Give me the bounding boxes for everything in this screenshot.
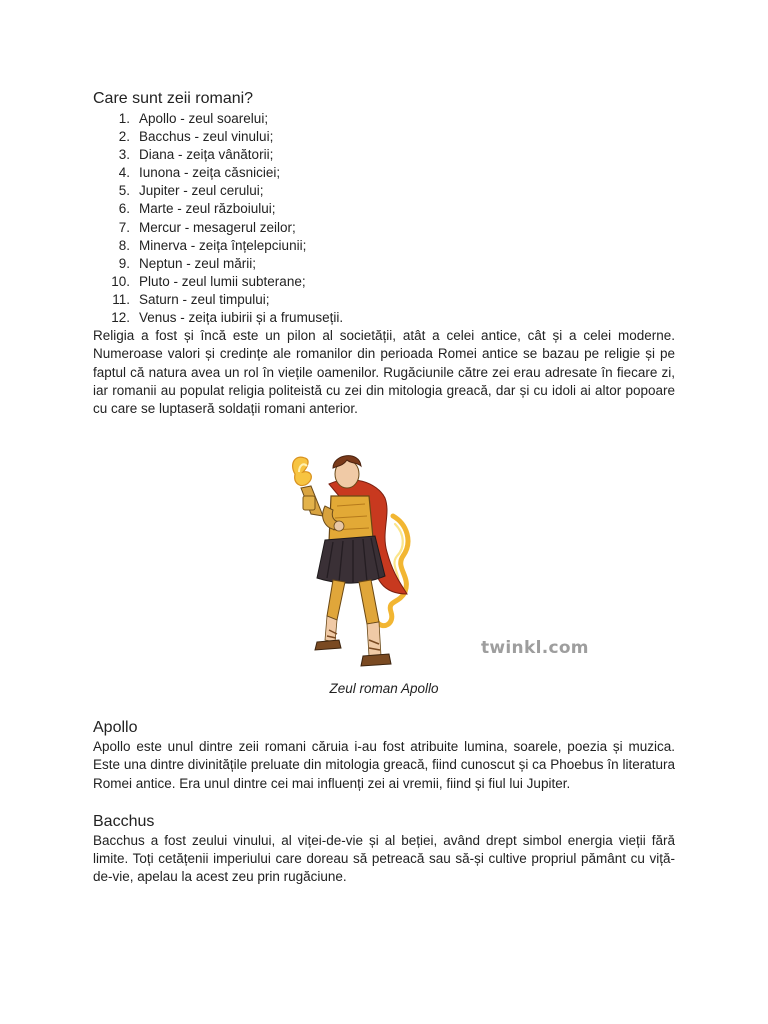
page-title: Care sunt zeii romani? (93, 90, 254, 107)
list-item-text: Marte - zeul războiului; (139, 201, 276, 217)
list-item (93, 182, 675, 200)
list-item-number: 3. (118, 147, 130, 163)
list-item (93, 219, 675, 237)
intro-paragraph: Religia a fost și încă este un pilon al societății, atât a celei antice, cât și a celei moderne. Numeroase valori și credințe ale romanilor din perioada Romei antice se bazau pe religie și pe faptul că natura avea un rol în viețile oamenilor. Rugăciunile către zei erau adresate în fiecare zi, iar romanii au populat religia politeistă cu zei din mitologia greacă, dar și cu idoli ai altor popoare cu care se luptaseră soldații romani anterior. (93, 328, 675, 416)
list-item-text: Minerva - zeița înțelepciunii; (139, 237, 307, 253)
list-item-number: 2. (118, 129, 130, 145)
list-item (93, 291, 675, 309)
list-item-text: Mercur - mesagerul zeilor; (139, 219, 296, 235)
list-item-number: 6. (118, 201, 130, 217)
list-item-number: 7. (118, 219, 130, 235)
list-item-text: Apollo - zeul soarelui; (139, 111, 269, 126)
list-item-text: Neptun - zeul mării; (139, 255, 257, 271)
list-item-text: Iunona - zeița căsniciei; (139, 165, 281, 181)
list-item-number: 10. (111, 273, 130, 289)
list-item (93, 200, 675, 218)
list-item-number: 12. (111, 310, 130, 326)
section-text-apollo: Apollo este unul dintre zeii romani căruia i-au fost atribuite lumina, soarele, poezia și muzica. Este una dintre divinitățile preluate din mitologia greacă, fiind cunoscut și ca Phoebus în literatura Romei antice. Era unul dintre cei mai influenți zei ai vremii, fiind și fiul lui Jupiter. (93, 739, 675, 791)
list-item-number: 4. (118, 165, 130, 181)
list-item-text: Pluto - zeul lumii subterane; (139, 273, 306, 289)
list-item-text: Diana - zeița vânătorii; (139, 147, 274, 163)
list-item-text: Venus - zeița iubirii și a frumuseții. (139, 310, 344, 326)
section-text-bacchus: Bacchus a fost zeului vinului, al viței-de-vie și al beției, având drept simbol energia vieții fără limite. Toți cetățenii imperiului care doreau să petreacă sau să-și cultive propriul pământ cu viță-de-vie, apelau la acest zeu prin rugăciune. (93, 832, 675, 885)
list-item (93, 128, 675, 146)
list-item-text: Bacchus - zeul vinului; (139, 129, 274, 145)
list-item (93, 164, 675, 182)
list-item (93, 309, 675, 327)
figure-caption: Zeul roman Apollo (329, 681, 439, 697)
apollo-figure (93, 444, 675, 676)
gods-list (93, 110, 675, 327)
section-title-bacchus: Bacchus (93, 812, 155, 830)
list-item (93, 255, 675, 273)
list-item-number: 5. (118, 183, 130, 199)
list-item (93, 146, 675, 164)
section-title-apollo: Apollo (93, 719, 138, 737)
list-item-number: 9. (118, 255, 130, 271)
list-item (93, 237, 675, 255)
document-page (93, 88, 675, 886)
list-item-number: 8. (118, 237, 130, 253)
list-item-number: 1. (118, 111, 130, 126)
list-item (93, 110, 675, 128)
apollo-illustration (281, 444, 431, 676)
list-item-number: 11. (112, 291, 130, 307)
list-item-text: Saturn - zeul timpului; (139, 291, 270, 307)
list-item (93, 273, 675, 291)
list-item-text: Jupiter - zeul cerului; (139, 183, 264, 199)
watermark: twinkl.com (481, 638, 589, 659)
